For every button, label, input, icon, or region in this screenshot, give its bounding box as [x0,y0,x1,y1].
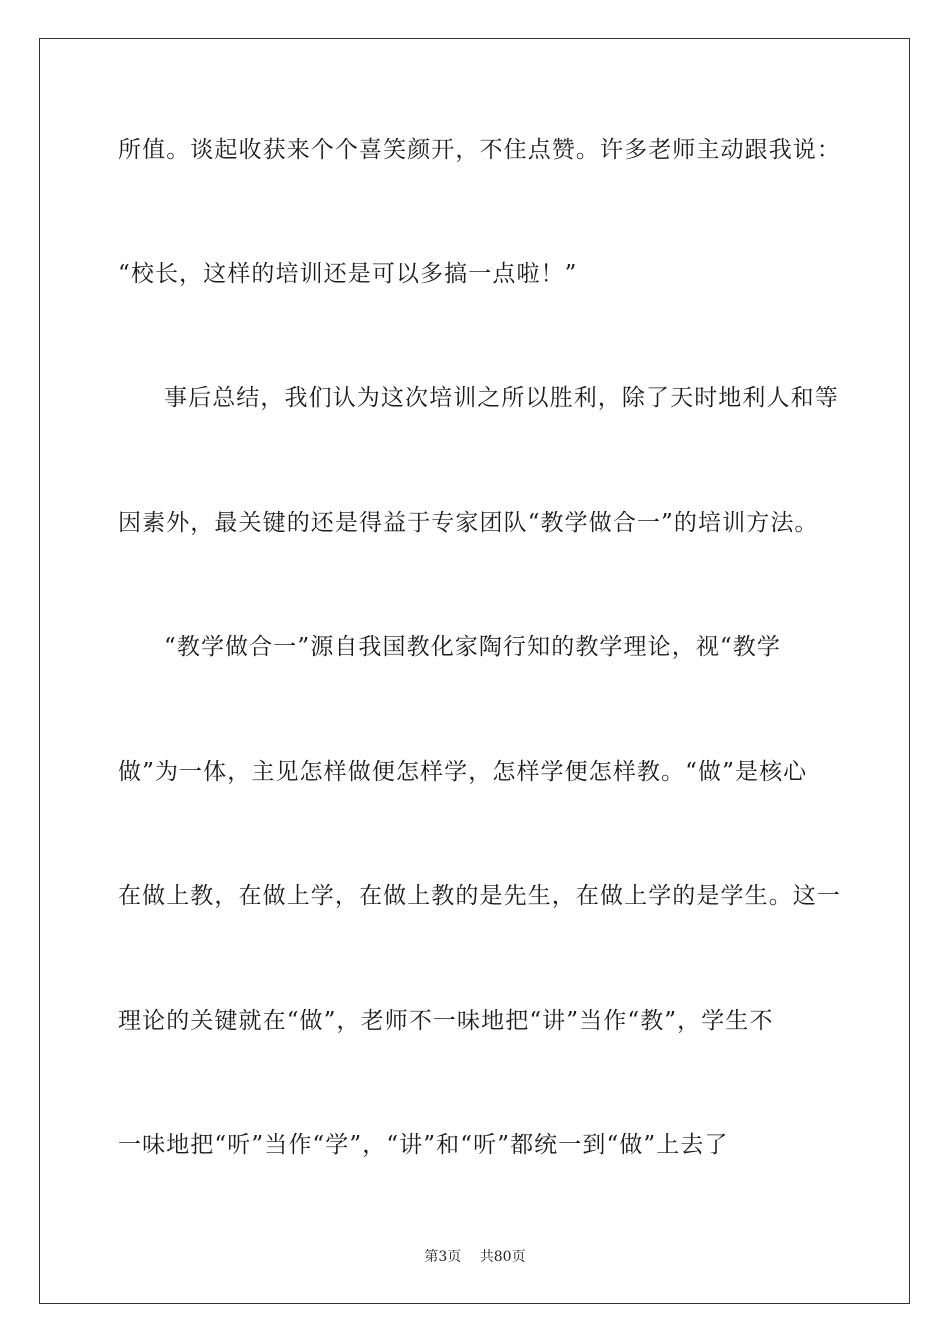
paragraph-line-5: “教学做合一”源自我国教化家陶行知的教学理论，视“教学 [164,634,781,660]
paragraph-line-7: 在做上教，在做上学，在做上教的是先生，在做上学的是学生。这一 [118,883,841,909]
page-border [39,38,910,1304]
paragraph-line-1: 所值。谈起收获来个个喜笑颜开，不住点赞。许多老师主动跟我说： [118,137,841,163]
paragraph-line-9: 一味地把“听”当作“学”，“讲”和“听”都统一到“做”上去了 [118,1132,729,1158]
page-footer [0,1248,950,1266]
paragraph-line-4: 因素外，最关键的还是得益于专家团队“教学做合一”的培训方法。 [118,510,819,536]
paragraph-line-8: 理论的关键就在“做”，老师不一味地把“讲”当作“教”，学生不 [118,1008,774,1034]
paragraph-line-6: 做”为一体，主见怎样做便怎样学，怎样学便怎样教。“做”是核心 [118,759,808,785]
paragraph-line-3: 事后总结，我们认为这次培训之所以胜利，除了天时地利人和等 [164,385,839,411]
paragraph-line-2: “校长，这样的培训还是可以多搞一点啦！” [118,261,578,287]
page-number: 第3页 [424,1249,462,1265]
page-total: 共80页 [479,1249,526,1265]
